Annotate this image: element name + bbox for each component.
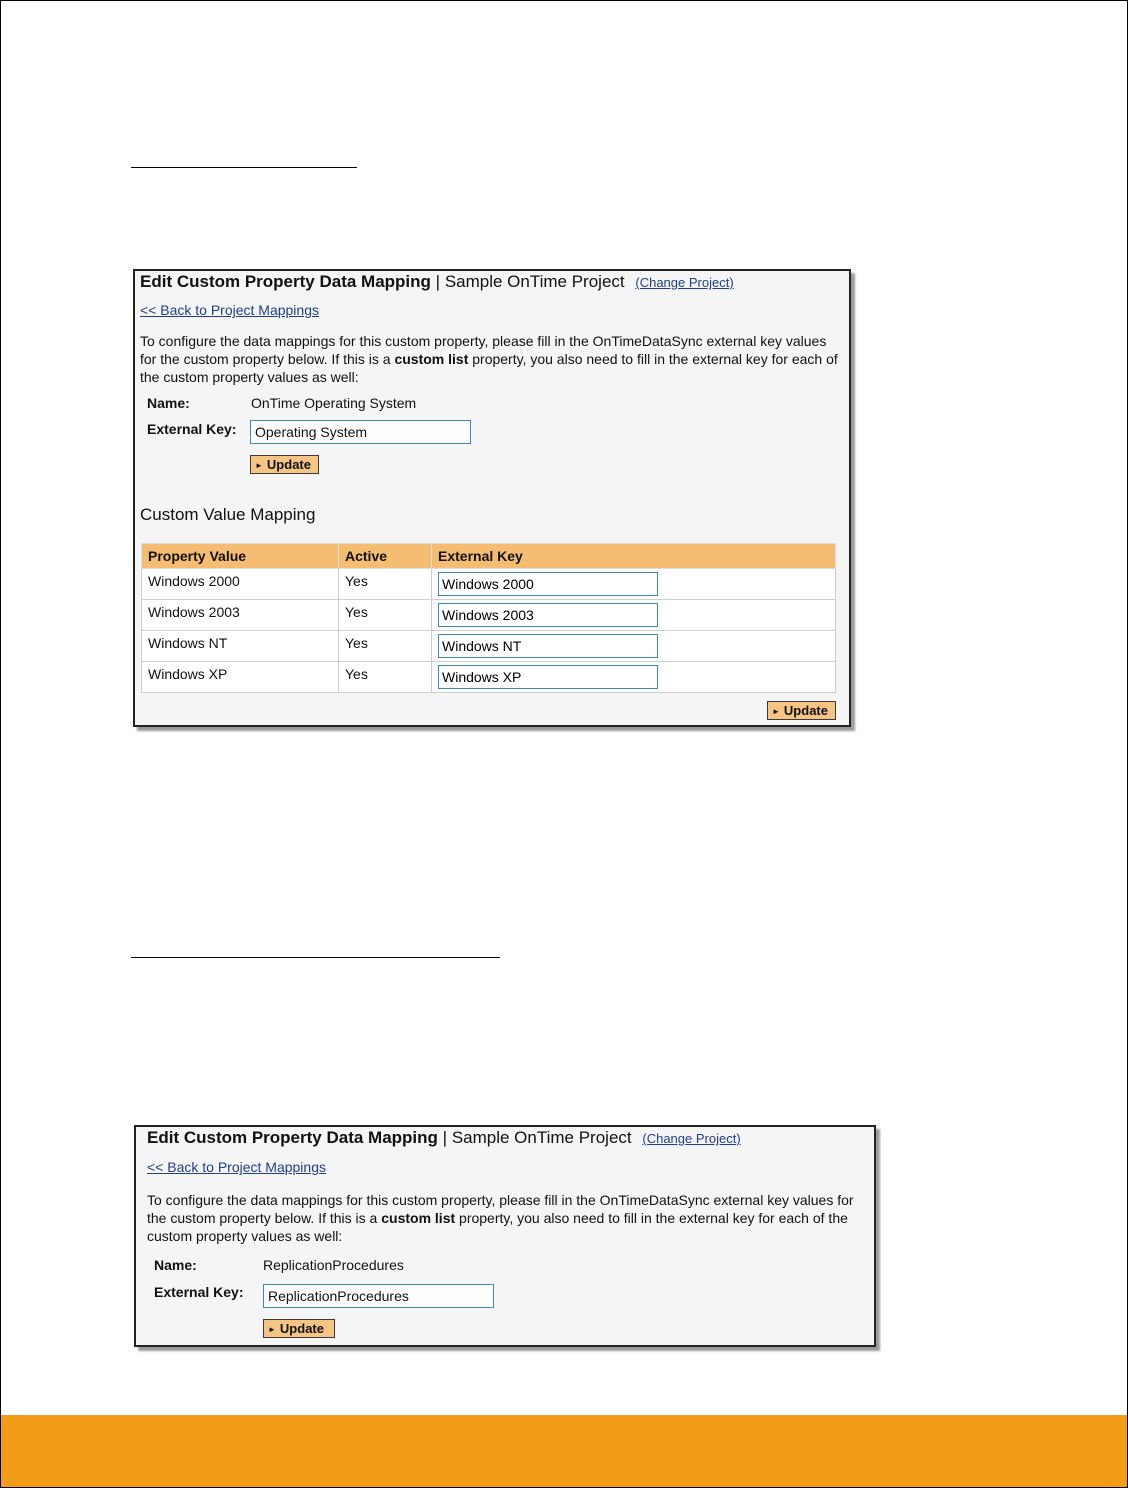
property-value: Windows 2000 bbox=[148, 573, 240, 589]
active-cell bbox=[339, 662, 432, 693]
external-key-input[interactable] bbox=[263, 1284, 494, 1308]
external-key-cell bbox=[432, 569, 836, 600]
external-key-cell bbox=[432, 600, 836, 631]
panel-title bbox=[140, 272, 734, 292]
heading-underline-1 bbox=[131, 167, 357, 168]
property-value: Windows XP bbox=[148, 666, 228, 682]
panel-title bbox=[147, 1128, 741, 1148]
active-value: Yes bbox=[345, 666, 368, 682]
bottom-update-button-label: Update bbox=[783, 703, 828, 718]
column-header-active: Active bbox=[339, 544, 432, 569]
property-value: Windows 2003 bbox=[148, 604, 240, 620]
external-key-label: External Key: bbox=[154, 1284, 244, 1300]
change-project-link[interactable]: (Change Project) bbox=[642, 1131, 741, 1146]
intro-part-1: To configure the data mappings for this custom property, please fill in the OnTimeDataSync external key values for the custom property below. If this is a bbox=[147, 1192, 854, 1226]
name-label: Name: bbox=[154, 1257, 197, 1273]
custom-property-panel-2 bbox=[134, 1125, 876, 1347]
external-key-input[interactable] bbox=[438, 603, 658, 627]
name-value: OnTime Operating System bbox=[251, 395, 417, 411]
active-value: Yes bbox=[345, 635, 368, 651]
play-arrow-icon: ► bbox=[772, 707, 780, 716]
project-name: Sample OnTime Project bbox=[444, 272, 625, 291]
intro-part-2: property, you also need to fill in the external key for each of the custom property values as well: bbox=[147, 1210, 848, 1244]
external-key-input[interactable] bbox=[438, 572, 658, 596]
property-value-cell bbox=[142, 631, 339, 662]
table-row bbox=[142, 569, 836, 600]
update-button-label: Update bbox=[279, 1321, 324, 1336]
panel-title-bold: Edit Custom Property Data Mapping bbox=[147, 1128, 438, 1147]
project-name: Sample OnTime Project bbox=[451, 1128, 632, 1147]
intro-part-1: To configure the data mappings for this custom property, please fill in the OnTimeDataSync external key values for the custom property below. If this is a bbox=[140, 333, 827, 367]
custom-property-panel-1 bbox=[133, 269, 851, 727]
external-key-cell bbox=[432, 631, 836, 662]
change-project-link[interactable]: (Change Project) bbox=[635, 275, 734, 290]
table-row bbox=[142, 600, 836, 631]
play-arrow-icon: ► bbox=[255, 461, 263, 470]
update-button[interactable] bbox=[263, 1319, 335, 1338]
footer-bar bbox=[1, 1415, 1127, 1487]
bottom-update-button[interactable] bbox=[767, 701, 836, 720]
property-value-cell bbox=[142, 600, 339, 631]
external-key-input[interactable] bbox=[438, 634, 658, 658]
panel-title-separator: | bbox=[435, 272, 441, 291]
column-header-external-key: External Key bbox=[432, 544, 836, 569]
external-key-cell bbox=[432, 662, 836, 693]
custom-value-table bbox=[141, 543, 836, 693]
back-to-mappings-link[interactable]: << Back to Project Mappings bbox=[147, 1159, 326, 1175]
active-value: Yes bbox=[345, 604, 368, 620]
panel-title-bold: Edit Custom Property Data Mapping bbox=[140, 272, 431, 291]
table-row bbox=[142, 662, 836, 693]
property-value-cell bbox=[142, 662, 339, 693]
name-value: ReplicationProcedures bbox=[263, 1257, 404, 1273]
external-key-label: External Key: bbox=[147, 421, 237, 437]
panel-title-separator: | bbox=[442, 1128, 448, 1147]
column-header-property-value: Property Value bbox=[142, 544, 339, 569]
active-cell bbox=[339, 631, 432, 662]
update-button[interactable] bbox=[250, 455, 319, 474]
back-to-mappings-link[interactable]: << Back to Project Mappings bbox=[140, 302, 319, 318]
active-cell bbox=[339, 600, 432, 631]
active-cell bbox=[339, 569, 432, 600]
heading-underline-2 bbox=[131, 957, 500, 958]
intro-part-2: property, you also need to fill in the external key for each of the custom property values as well: bbox=[140, 351, 838, 385]
intro-text bbox=[140, 332, 840, 386]
intro-bold: custom list bbox=[394, 351, 469, 367]
update-button-label: Update bbox=[266, 457, 311, 472]
property-value: Windows NT bbox=[148, 635, 228, 651]
active-value: Yes bbox=[345, 573, 368, 589]
external-key-input[interactable] bbox=[438, 665, 658, 689]
intro-text bbox=[147, 1191, 867, 1245]
table-row bbox=[142, 631, 836, 662]
intro-bold: custom list bbox=[381, 1210, 456, 1226]
external-key-input[interactable] bbox=[250, 420, 471, 444]
property-value-cell bbox=[142, 569, 339, 600]
table-header-row bbox=[142, 544, 836, 569]
name-label: Name: bbox=[147, 395, 190, 411]
play-arrow-icon: ► bbox=[268, 1325, 276, 1334]
custom-value-mapping-heading: Custom Value Mapping bbox=[140, 505, 316, 524]
